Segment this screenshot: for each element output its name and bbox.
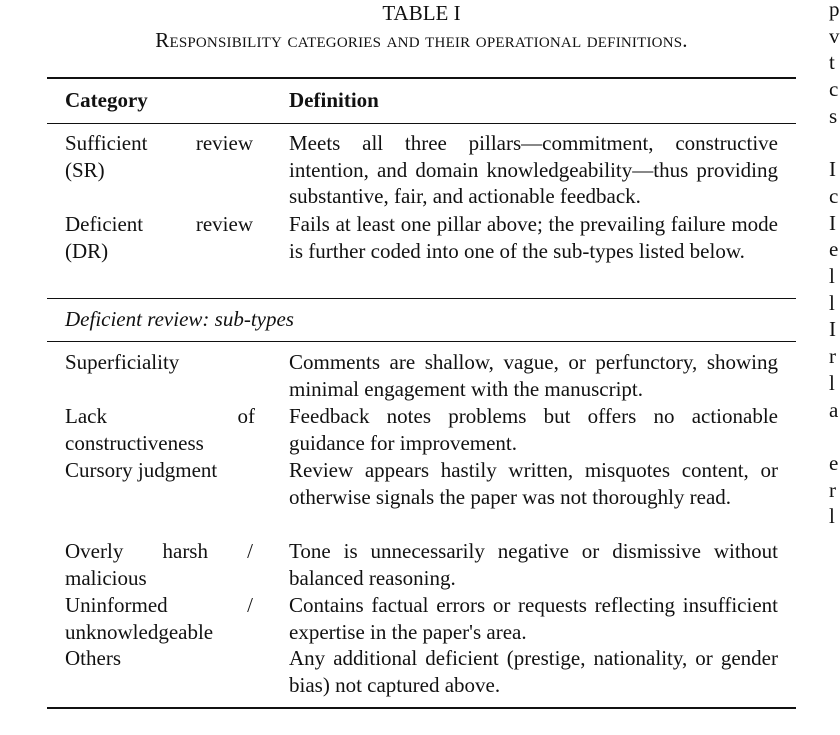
category-cell: Deficient review (DR) <box>65 212 253 263</box>
header-category: Category <box>65 88 148 112</box>
category-cell: Superficiality <box>65 350 180 374</box>
category-cell: Overly harsh / malicious <box>65 539 253 590</box>
category-cell: Others <box>65 646 121 670</box>
definition-cell: Comments are shallow, vague, or perfunctory, showing minimal engagement with the manuscript. <box>289 350 778 401</box>
top-rule <box>47 77 796 79</box>
table-caption: Responsibility categories and their operational definitions. <box>155 28 688 52</box>
definition-cell: Any additional deficient (prestige, nationality, or gender bias) not captured above. <box>289 646 778 697</box>
subheading-rule <box>47 341 796 342</box>
definition-cell: Meets all three pillars—commitment, constructive intention, and domain knowledgeability—thus providing substantive, fair, and actionable feedback. <box>289 131 778 209</box>
definition-cell: Review appears hastily written, misquotes content, or otherwise signals the paper was not thoroughly read. <box>289 458 778 509</box>
section-rule <box>47 298 796 299</box>
category-cell: Sufficient review (SR) <box>65 131 253 182</box>
definition-cell: Fails at least one pillar above; the prevailing failure mode is further coded into one of the sub-types listed below. <box>289 212 778 263</box>
header-rule <box>47 123 796 124</box>
category-cell: Lack of constructiveness <box>65 404 255 455</box>
definition-cell: Feedback notes problems but offers no actionable guidance for improvement. <box>289 404 778 455</box>
category-cell: Uninformed / unknowledgeable <box>65 593 253 644</box>
table-number: TABLE I <box>382 1 461 25</box>
definition-cell: Contains factual errors or requests reflecting insufficient expertise in the paper's area. <box>289 593 778 644</box>
category-cell: Cursory judgment <box>65 458 218 482</box>
subtypes-heading: Deficient review: sub-types <box>65 307 294 331</box>
next-column-text-fragment: p v t c s I c I e l l I r l a e r l <box>829 0 840 529</box>
bottom-rule <box>47 707 796 709</box>
definition-cell: Tone is unnecessarily negative or dismissive without balanced reasoning. <box>289 539 778 590</box>
header-definition: Definition <box>289 88 379 112</box>
